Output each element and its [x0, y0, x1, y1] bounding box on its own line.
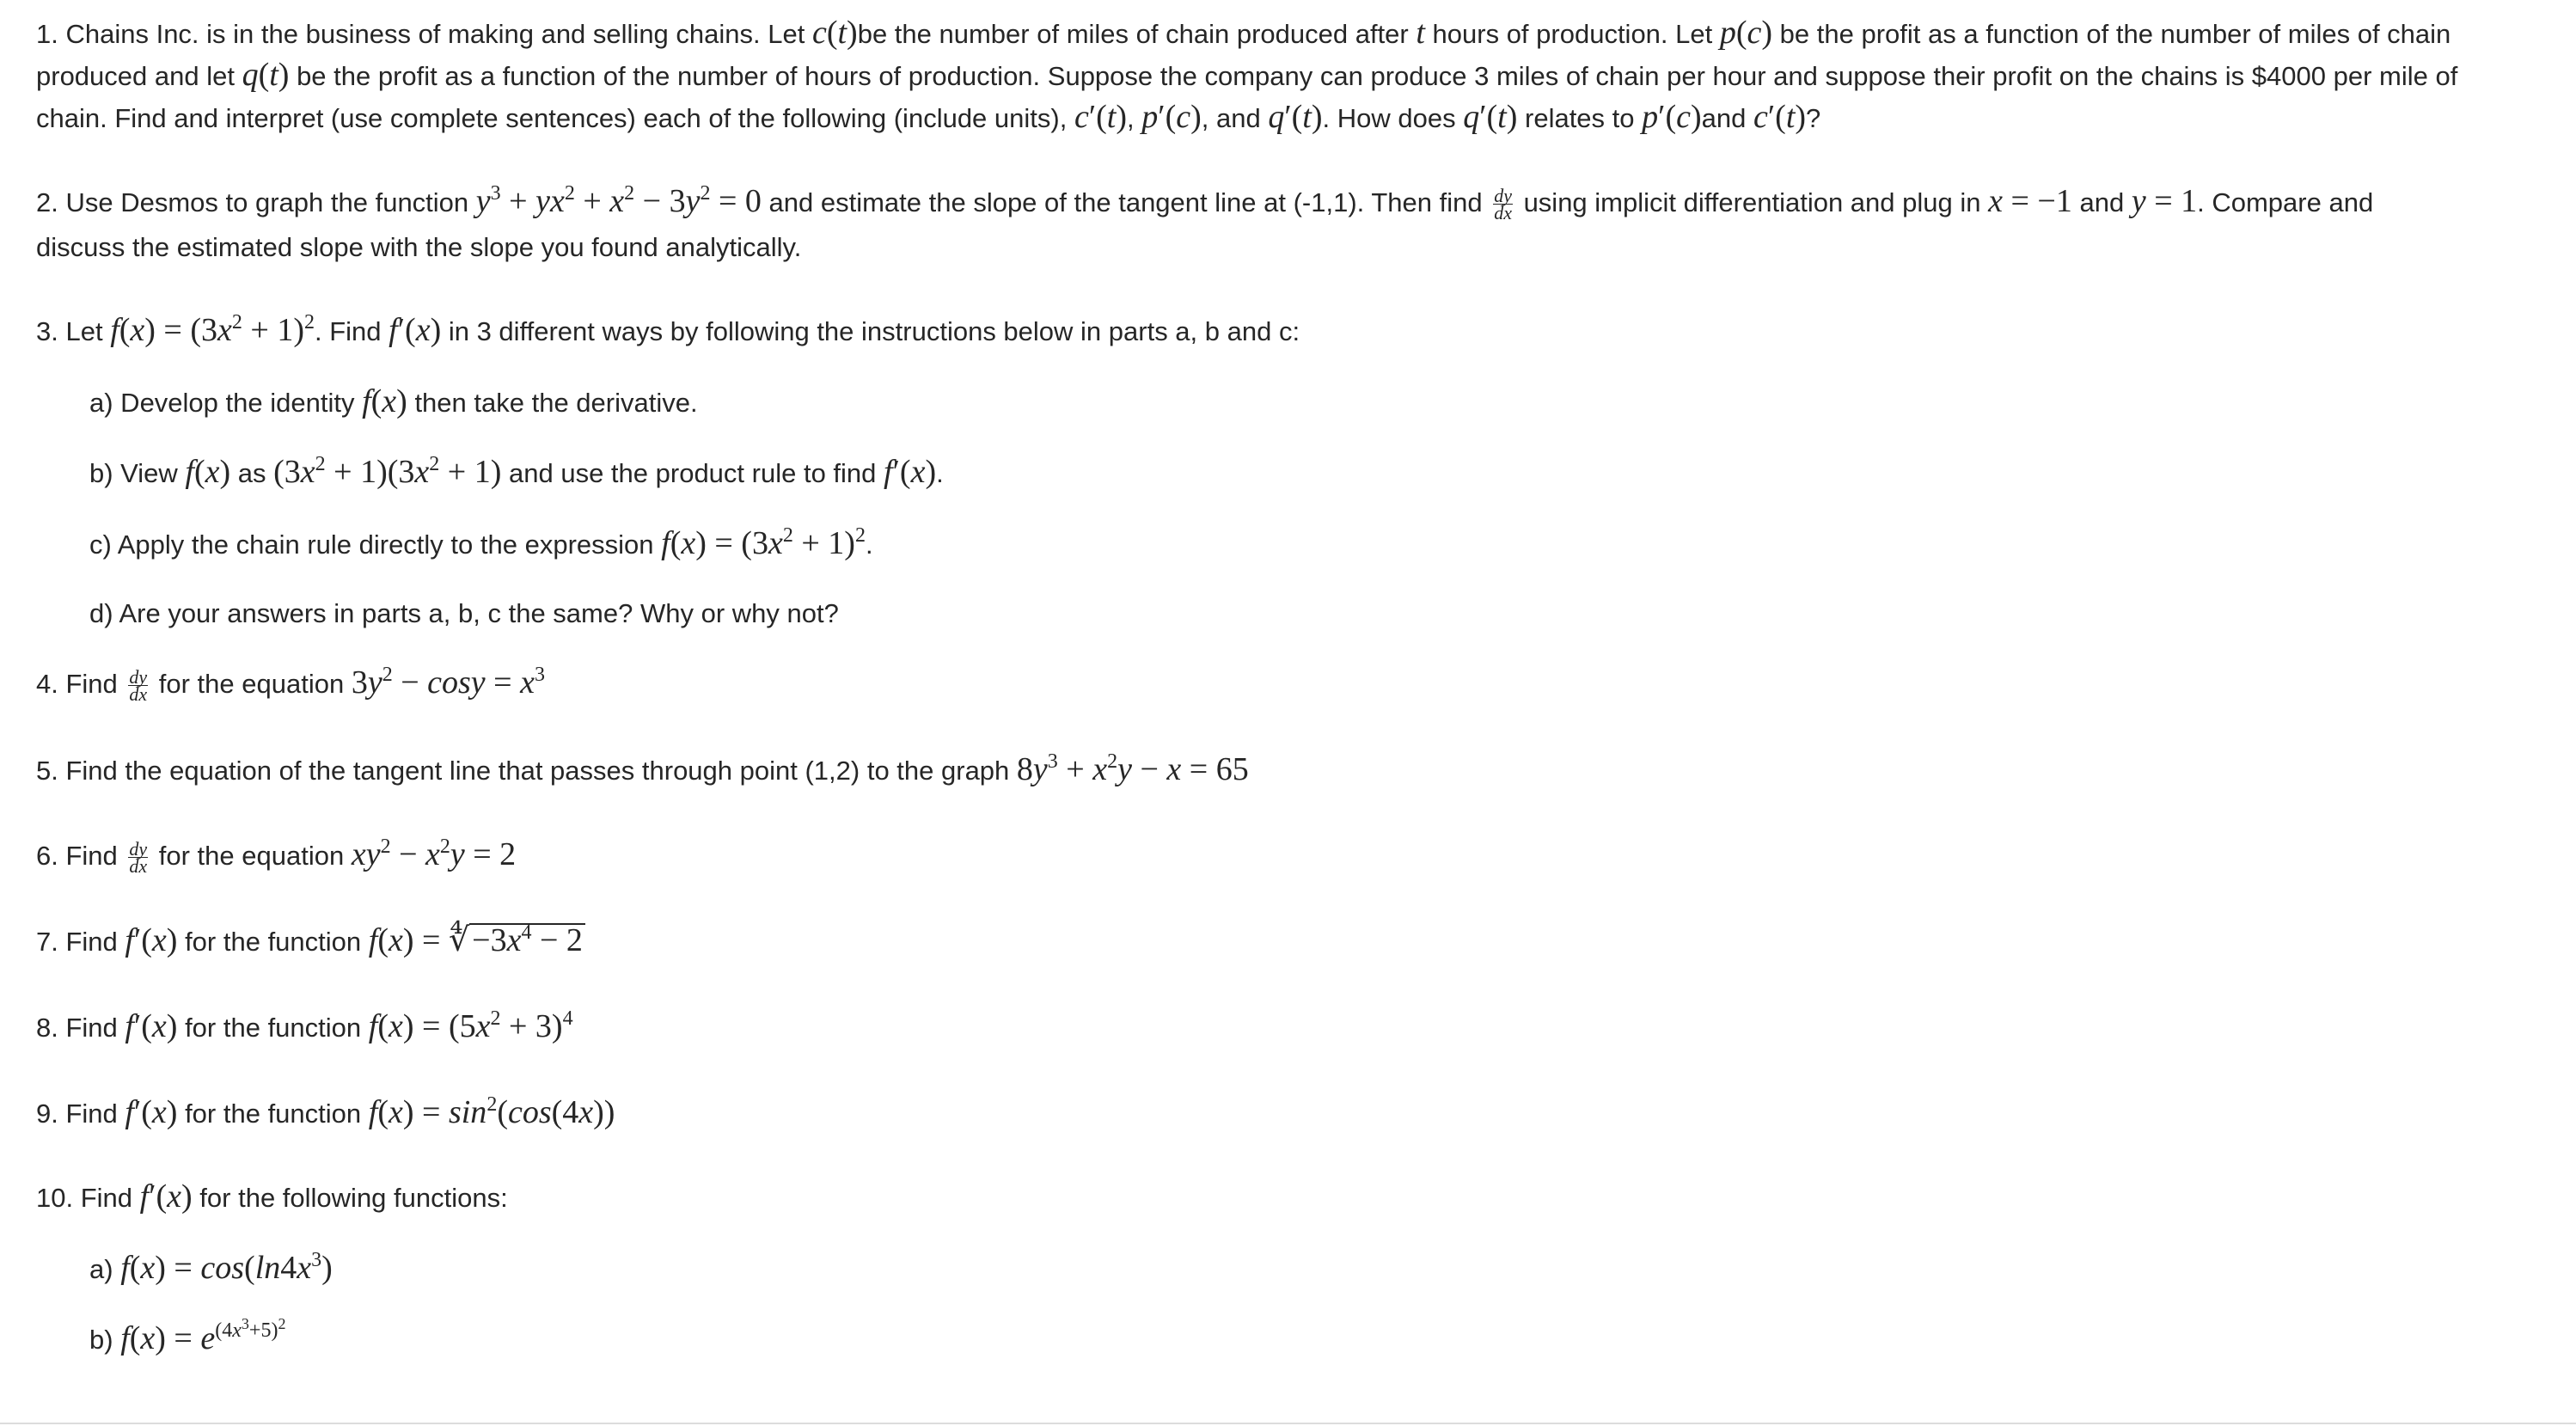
problem-5: [36, 750, 1249, 788]
problem-2-line-2: [36, 229, 801, 266]
math-f-x: f(x): [185, 454, 231, 490]
math-q-prime-t: q′(t): [1463, 99, 1518, 135]
math-q-prime-t: q′(t): [1268, 99, 1323, 135]
text: ?: [1806, 103, 1821, 133]
text: for the following functions:: [192, 1183, 508, 1213]
text: c) Apply the chain rule directly to the expression: [89, 529, 662, 560]
math-f3: $f(x) = (3x^2 + 1)^2$: [661, 524, 866, 561]
text: chain. Find and interpret (use complete sentences) each of the following (include units),: [36, 103, 1074, 133]
text: and: [1701, 103, 1753, 133]
text: .: [865, 529, 873, 560]
dy-dx-fraction: $\frac{dy}{dx}$: [129, 838, 148, 878]
text: relates to: [1517, 103, 1643, 133]
text: . How does: [1322, 103, 1464, 133]
text: and use the product rule to find: [501, 458, 884, 488]
math-eq7: $f(x) = ∜-3x^4 - 2$: [369, 922, 585, 958]
text: 6. Find: [36, 841, 125, 871]
math-f-prime-x: f′(x): [139, 1178, 193, 1215]
math-p-prime-c: p′(c): [1141, 99, 1202, 135]
math-f-prime-x: f′(x): [125, 1008, 178, 1044]
problem-7: [36, 921, 585, 959]
text: 1. Chains Inc. is in the business of making and selling chains. Let: [36, 19, 812, 49]
text: as: [230, 458, 274, 488]
text: then take the derivative.: [407, 388, 698, 418]
problem-3-part-a: [89, 383, 698, 420]
problem-6: [36, 835, 517, 878]
text: 9. Find: [36, 1099, 125, 1129]
text: for the function: [177, 1099, 369, 1129]
text: for the function: [177, 1013, 369, 1043]
problem-1-line-2: [36, 56, 2457, 94]
problem-8: [36, 1007, 573, 1045]
problem-3-part-c: [89, 524, 873, 562]
text: be the number of miles of chain produced after: [857, 19, 1416, 49]
bottom-divider: [0, 1423, 2576, 1424]
text: ,: [1127, 103, 1142, 133]
dy-dx-fraction: $\frac{dy}{dx}$: [1494, 185, 1512, 224]
text: . Compare and: [2197, 187, 2374, 217]
dy-dx-fraction: $\frac{dy}{dx}$: [129, 666, 148, 706]
text: 7. Find: [36, 927, 125, 957]
text: . Find: [315, 316, 389, 346]
math-product-form: $(3x^2 + 1)(3x^2 + 1)$: [273, 453, 502, 490]
text: for the equation: [151, 841, 352, 871]
problem-3-part-b: [89, 453, 944, 491]
text: in 3 different ways by following the instructions below in parts a, b and c:: [441, 316, 1300, 346]
math-f-prime-x: f′(x): [125, 922, 178, 958]
problem-10-part-b: [89, 1315, 286, 1357]
text: 8. Find: [36, 1013, 125, 1043]
math-q-of-t: q(t): [242, 57, 290, 93]
math-x-value: x = −1: [1988, 183, 2072, 219]
math-eq6: $xy^2 - x^2y = 2$: [351, 835, 517, 872]
text: 4. Find: [36, 669, 125, 699]
text: .: [936, 458, 944, 488]
text: b): [89, 1325, 121, 1355]
math-eq2: $y^3 + yx^2 + x^2 - 3y^2 = 0$: [475, 182, 762, 219]
text: a): [89, 1254, 121, 1284]
math-eq8: $f(x) = (5x^2 + 3)^4$: [368, 1007, 573, 1044]
text: 2. Use Desmos to graph the function: [36, 187, 476, 217]
math-p-of-c: p(c): [1719, 15, 1773, 51]
text: 3. Let: [36, 316, 111, 346]
math-c-prime-t: c′(t): [1753, 99, 1807, 135]
text: be the profit as a function of the number of hours of production. Suppose the company can produce 3 miles of chain per hour and suppose their profit on the chains is $4000 per mile of: [289, 61, 2458, 91]
problem-3-intro: [36, 311, 1300, 349]
problem-1-line-3: [36, 98, 1820, 136]
math-f-prime-x: f′(x): [389, 312, 442, 348]
text: be the profit as a function of the number of miles of chain: [1772, 19, 2451, 49]
math-c-of-t: c(t): [811, 15, 858, 51]
math-eq10a: $f(x) = \cos(\ln 4x^3)$: [120, 1249, 333, 1286]
text: d) Are your answers in parts a, b, c the same? Why or why not?: [89, 598, 839, 628]
text: , and: [1201, 103, 1269, 133]
text: hours of production. Let: [1424, 19, 1720, 49]
problem-9: [36, 1093, 615, 1131]
text: for the function: [177, 927, 369, 957]
text: using implicit differentiation and plug in: [1515, 187, 1989, 217]
math-c-prime-t: c′(t): [1074, 99, 1128, 135]
math-f3: $f(x) = (3x^2 + 1)^2$: [110, 311, 315, 348]
problem-2-line-1: [36, 182, 2374, 224]
text: discuss the estimated slope with the slope you found analytically.: [36, 232, 802, 262]
math-y-value: y = 1: [2131, 183, 2198, 219]
problem-4: [36, 664, 545, 706]
problem-1-line-1: [36, 14, 2451, 52]
math-f-prime-x: f′(x): [125, 1094, 178, 1130]
math-p-prime-c: p′(c): [1642, 99, 1702, 135]
text: produced and let: [36, 61, 242, 91]
text: and: [2071, 187, 2132, 217]
problem-3-part-d: [89, 595, 839, 633]
text: for the equation: [151, 669, 352, 699]
text: b) View: [89, 458, 186, 488]
math-eq9: $f(x) = \sin^2(\cos(4x))$: [368, 1093, 615, 1130]
problem-10-intro: [36, 1178, 508, 1215]
text: and estimate the slope of the tangent line at (-1,1). Then find: [761, 187, 1490, 217]
text: 10. Find: [36, 1183, 140, 1213]
problem-10-part-a: [89, 1249, 333, 1287]
math-f-x: f(x): [362, 383, 407, 419]
math-f-prime-x: f′(x): [884, 454, 937, 490]
math-eq4: $3y^2 - \cos y = x^3$: [351, 664, 545, 701]
math-t: t: [1416, 15, 1425, 51]
text: 5. Find the equation of the tangent line that passes through point (1,2) to the graph: [36, 756, 1017, 786]
math-eq10b: $f(x) = e^{(4x^3+5)^2}$: [120, 1315, 286, 1356]
math-eq5: $8y^3 + x^2y - x = 65$: [1016, 750, 1249, 787]
text: a) Develop the identity: [89, 388, 363, 418]
